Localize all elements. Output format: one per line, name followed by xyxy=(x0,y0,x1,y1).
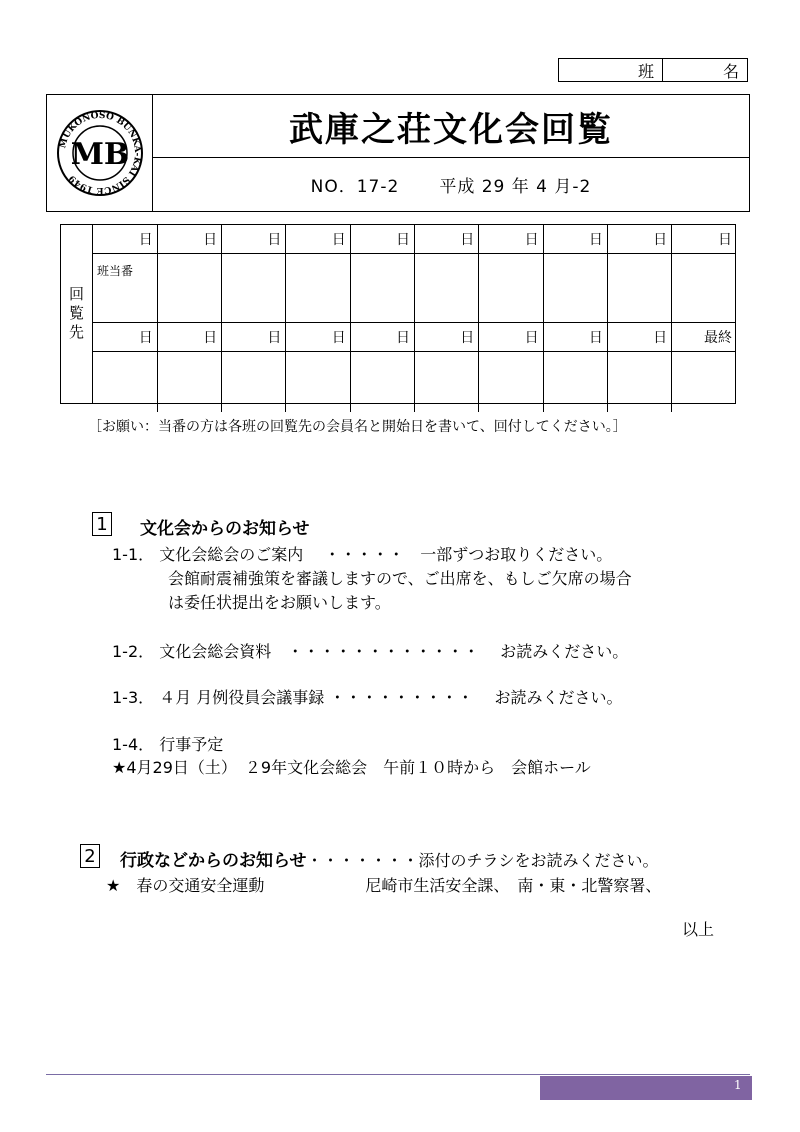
day-cell: 日 xyxy=(222,225,286,254)
day-cell: 日 xyxy=(479,323,543,352)
item-1-1-detail: 会館耐震補強策を審議しますので、ご出席を、もしご欠席の場合 xyxy=(168,569,632,588)
name-cell xyxy=(607,254,671,323)
day-cell: 日 xyxy=(607,225,671,254)
circulation-side-label: 回覧先 xyxy=(61,225,93,403)
day-cell: 日 xyxy=(350,225,414,254)
day-cell: 日 xyxy=(157,225,221,254)
day-cell: 日 xyxy=(286,225,350,254)
day-cell: 日 xyxy=(350,323,414,352)
day-cell: 日 xyxy=(157,323,221,352)
name-cell xyxy=(350,254,414,323)
top-name-row xyxy=(93,254,736,323)
request-note: ［お願い：当番の方は各班の回覧先の会員名と開始日を書いて、回付してください。］ xyxy=(88,419,627,435)
name-cell xyxy=(414,352,478,413)
name-cell xyxy=(672,352,736,413)
day-cell: 日 xyxy=(222,323,286,352)
day-cell: 日 xyxy=(543,225,607,254)
day-cell: 日 xyxy=(479,225,543,254)
closing-text: 以上 xyxy=(682,920,715,939)
page-title: 武庫之荘文化会回覧 xyxy=(153,95,749,158)
bottom-day-row xyxy=(93,323,736,352)
name-cell xyxy=(286,352,350,413)
item-1-2: 1-2． 文化会総会資料 ・・・・・・・・・・・・ お読みください。 xyxy=(112,642,629,661)
logo-ring-text: MUKONOSO BUNKA-KAI SINCE 1949 xyxy=(58,110,143,196)
section1-title: 文化会からのお知らせ xyxy=(140,519,310,539)
bottom-name-row xyxy=(93,352,736,413)
day-cell: 日 xyxy=(543,323,607,352)
name-cell xyxy=(157,352,221,413)
day-cell: 日 xyxy=(93,225,157,254)
day-cell: 日 xyxy=(286,323,350,352)
day-cell: 日 xyxy=(672,225,736,254)
page-number: 1 xyxy=(734,1078,742,1092)
name-cell xyxy=(222,352,286,413)
section1-number: 1 xyxy=(92,512,112,536)
event-line: ★4月29日（土） ２9年文化会総会 午前１０時から 会館ホール xyxy=(112,758,591,777)
group-label: 班 xyxy=(559,59,663,81)
top-day-row xyxy=(93,225,736,254)
footer-bar xyxy=(540,1076,752,1100)
name-cell xyxy=(93,352,157,413)
name-cell xyxy=(286,254,350,323)
issue-line xyxy=(153,157,749,211)
circulation-grid xyxy=(60,224,736,404)
item-1-4: 1-4． 行事予定 xyxy=(112,735,224,754)
footer-rule xyxy=(46,1074,750,1075)
circulation-table xyxy=(93,225,736,412)
name-label: 名 xyxy=(722,61,739,81)
logo-cell xyxy=(47,95,153,211)
mb-logo xyxy=(55,107,145,199)
day-cell: 日 xyxy=(414,323,478,352)
name-cell xyxy=(414,254,478,323)
name-cell xyxy=(222,254,286,323)
duty-cell: 班当番 xyxy=(93,254,157,323)
name-cell xyxy=(479,352,543,413)
group-name-box xyxy=(558,58,748,82)
name-cell xyxy=(543,254,607,323)
section2-title-suffix: ・・・・・・・添付のチラシをお読みください。 xyxy=(306,851,659,870)
day-cell: 日 xyxy=(607,323,671,352)
section2-item: ★ 春の交通安全運動 尼崎市生活安全課、 南・東・北警察署、 xyxy=(106,876,662,895)
name-cell xyxy=(543,352,607,413)
name-cell xyxy=(672,254,736,323)
name-cell xyxy=(157,254,221,323)
item-1-1-detail-2: は委任状提出をお願いします。 xyxy=(168,593,391,612)
item-1-1: 1-1． 文化会総会のご案内 ・・・・・ 一部ずつお取りください。 xyxy=(112,545,613,564)
final-cell: 最終 xyxy=(672,323,736,352)
day-cell: 日 xyxy=(414,225,478,254)
section2-title: 行政などからのお知らせ・・・・・・・添付のチラシをお読みください。 xyxy=(120,851,659,871)
logo-initials: MB xyxy=(70,137,130,172)
item-1-3: 1-3． ４月 月例役員会議事録 ・・・・・・・・・ お読みください。 xyxy=(112,688,623,707)
name-cell xyxy=(607,352,671,413)
name-cell xyxy=(350,352,414,413)
title-box xyxy=(46,94,750,212)
issue-date: 平成 29 年 4 月-2 xyxy=(439,176,592,197)
issue-number: NO．17-2 xyxy=(310,176,400,197)
name-cell xyxy=(479,254,543,323)
day-cell: 日 xyxy=(93,323,157,352)
section2-number: 2 xyxy=(80,844,100,868)
